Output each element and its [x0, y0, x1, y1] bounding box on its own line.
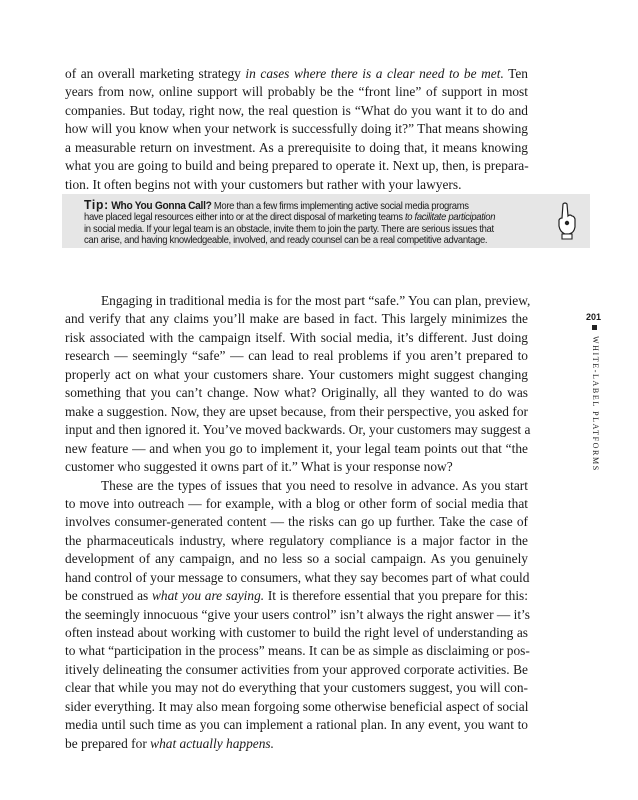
text-segment: properly act on what your customers share. Your customers might suggest changing	[65, 366, 528, 382]
text-line	[65, 176, 528, 194]
text-segment: years from now, online support will probably be the “front line” of support in most	[65, 84, 528, 100]
text-line	[65, 679, 528, 697]
text-segment: sider everything. It may also mean forgoing some otherwise beneficial aspect of social	[65, 698, 529, 714]
italic-text: what actually happens.	[150, 735, 274, 751]
text-line	[65, 65, 528, 83]
text-segment: tion. It often begins not with your customers but rather with your lawyers.	[65, 176, 462, 192]
text-segment: can arise, and having knowledgeable, involved, and ready counsel can be a real competitive advantage.	[84, 235, 488, 247]
text-line	[65, 642, 528, 660]
italic-text: what you are saying.	[151, 588, 265, 604]
tip-line	[84, 224, 516, 236]
text-segment: of an overall marketing strategy	[65, 66, 246, 81]
text-line	[65, 587, 528, 605]
text-line	[65, 292, 531, 310]
paragraph-1	[65, 65, 528, 194]
text-line	[65, 513, 528, 531]
text-segment: customer who suggested it owns part of it.” What is your response now?	[65, 458, 453, 474]
text-line	[65, 139, 528, 157]
text-line	[65, 102, 528, 120]
text-segment: These are the types of issues that you need to resolve in advance. As you start	[101, 477, 528, 493]
text-line	[65, 157, 528, 175]
text-segment: research — seemingly “safe” — can lead to real problems if you aren’t prepared to	[65, 348, 528, 364]
text-line	[65, 421, 531, 439]
italic-text: to facilitate participation	[404, 212, 496, 223]
text-segment: media until such time as you can implement a rational plan. In any event, you want to	[65, 717, 528, 733]
page-number: 201	[586, 312, 602, 322]
text-line	[65, 624, 528, 642]
text-segment: and verify that any claims you’ll make are based in fact. This largely minimizes the	[65, 311, 528, 327]
text-segment: something that you can’t change. Now what? Originally, all they wanted to do was	[65, 385, 528, 401]
text-segment: the seemingly innocuous “give your users control” isn’t always the right answer — it’s	[65, 606, 530, 622]
text-line	[65, 477, 528, 495]
text-segment: clear that while you may not do everything that your customers suggest, you will con-	[65, 680, 528, 696]
running-head: WHITE-LABEL PLATFORMS	[591, 336, 600, 472]
text-line	[65, 120, 528, 138]
tip-title: Who You Gonna Call?	[111, 200, 212, 212]
text-segment: make a suggestion. Now, they are upset because, from their perspective, you asked for	[65, 403, 528, 419]
tip-line	[84, 235, 516, 247]
paragraph-2	[65, 292, 531, 476]
text-segment: development of any campaign, and no less so a social campaign. As you genuinely	[65, 551, 528, 567]
paragraph-3	[65, 477, 528, 754]
tip-line	[84, 212, 516, 224]
text-segment: to move into outreach — for example, with a blog or other form of social media that	[65, 495, 528, 511]
text-line	[65, 83, 528, 101]
text-segment: the pharmaceuticals industry, where regulatory compliance is a major factor in the	[65, 532, 528, 548]
text-line	[65, 716, 528, 734]
text-segment: how will you know when your network is successfully doing it?” That means showing	[65, 121, 528, 137]
tip-text	[84, 198, 516, 247]
text-line	[65, 384, 528, 402]
text-segment: what you are going to build and being prepared to operate it. Next up, then, is prepara-	[65, 158, 529, 174]
text-segment: new feature — and when you go to implement it, your legal team points out that “the	[65, 440, 528, 456]
text-line	[65, 550, 528, 568]
tip-label: Tip:	[84, 197, 109, 212]
text-segment: be construed as	[65, 588, 152, 604]
text-segment: companies. But today, right now, the real question is “What do you want it to do and	[65, 102, 528, 118]
text-segment: itively delineating the consumer activities from your approved corporate activities. Be	[65, 661, 528, 677]
text-line	[65, 606, 528, 624]
text-segment: input and then ignored it. You’ve moved backwards. Or, your customers may suggest a	[65, 422, 531, 438]
tip-box	[62, 194, 590, 248]
text-line	[65, 440, 528, 458]
text-segment: in social media. If your legal team is an obstacle, invite them to join the party. There are serious issues that	[84, 223, 494, 235]
pointing-hand-icon	[556, 202, 578, 240]
text-segment: It is therefore essential that you prepare for this:	[264, 588, 528, 604]
text-segment: to what “participation in the process” means. It can be as simple as disclaiming or pos-	[65, 643, 530, 659]
text-line	[65, 403, 528, 421]
text-segment: risk associated with the campaign itself. With social media, it’s different. Just doing	[65, 329, 528, 345]
text-line	[65, 495, 528, 513]
text-line	[65, 569, 528, 587]
text-segment: Engaging in traditional media is for the most part “safe.” You can plan, preview,	[101, 293, 531, 308]
text-line	[65, 329, 528, 347]
square-bullet-icon	[592, 325, 597, 330]
text-segment: hand control of your message to consumers, what they say becomes part of what could	[65, 569, 530, 585]
tip-line	[84, 198, 516, 212]
text-segment: involves consumer-generated content — the risks can go up further. Take the case of	[65, 514, 528, 530]
text-line	[65, 735, 528, 753]
text-segment: often instead about working with customer to build the right level of understanding as	[65, 625, 528, 640]
text-segment: be prepared for	[65, 735, 151, 751]
text-segment: Ten	[503, 66, 528, 81]
text-segment: a measurable return on investment. As a prerequisite to doing that, it means knowing	[65, 139, 528, 155]
text-line	[65, 366, 528, 384]
text-line	[65, 347, 528, 365]
text-line	[65, 698, 528, 716]
text-line	[65, 532, 528, 550]
text-segment: have placed legal resources either into or at the direct disposal of marketing teams	[84, 212, 405, 223]
text-line	[65, 458, 528, 476]
text-line	[65, 661, 528, 679]
italic-text: in cases where there is a clear need to be met.	[245, 66, 504, 81]
text-line	[65, 310, 528, 328]
text-segment: More than a few firms implementing active social media programs	[213, 201, 469, 212]
